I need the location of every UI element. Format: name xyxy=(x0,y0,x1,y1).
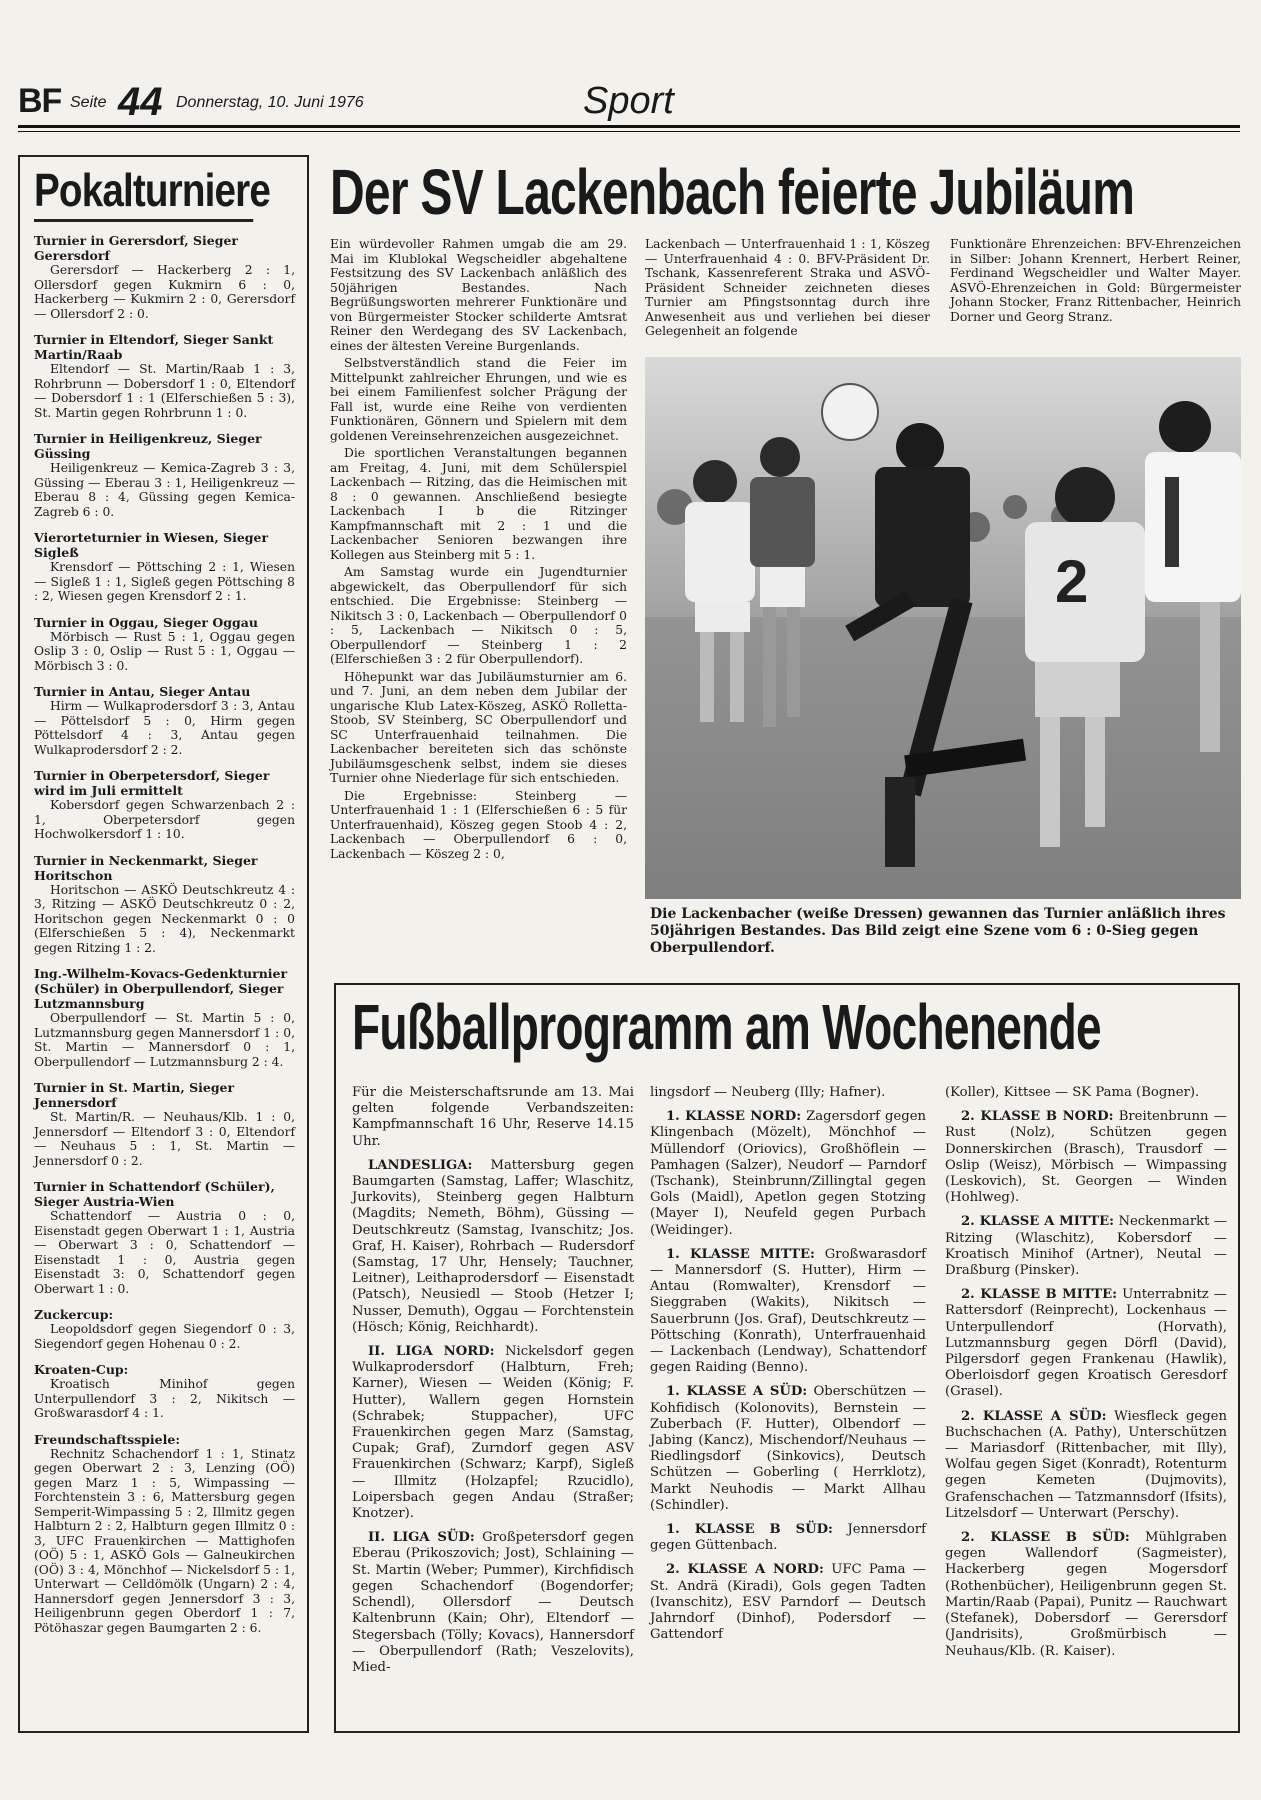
fixture-paragraph xyxy=(352,1158,634,1336)
fixture-text: Für die Meisterschaftsrunde am 13. Mai gelten folgende Verbandszeiten: Kampfmannschaft 16 Uhr, Reserve 14.15 Uhr. xyxy=(352,1085,634,1149)
fixture-paragraph xyxy=(945,1109,1227,1206)
fixture-text: Mühlgraben gegen Wallendorf (Sagmeister), Hackerberg gegen Mogersdorf (Rothenbücher), Heiligenbrunn gegen St. Martin/Raab (Papai), Punitz — Rauchwart (Stefanek), Dobersdorf — Gerersdorf (Jandrisits), Großmürbisch — Neuhaus/Klb. (R. Kaiser). xyxy=(945,1530,1227,1659)
tournament-results: Schattendorf — Austria 0 : 0, Eisenstadt gegen Oberwart 1 : 1, Austria — Oberwart 3 : 0, Schattendorf — Eisenstadt 1 : 0, Austria gegen Eisenstadt 3: 0, Schattendorf gegen Oberwart 1 : 0. xyxy=(34,1209,295,1296)
fixture-paragraph xyxy=(945,1287,1227,1400)
tournament-results: Kroatisch Minihof gegen Unterpullendorf 3 : 2, Nikitsch — Großwarasdorf 4 : 1. xyxy=(34,1377,295,1420)
league-label: 1. KLASSE A SÜD: xyxy=(666,1384,808,1400)
article-paragraph: Am Samstag wurde ein Jugendturnier abgewickelt, das Oberpullendorf für sich entschied. Die Ergebnisse: Steinberg — Nikitsch 3 : 0, Lackenbach — Oberpullendorf 0 : 5, Lackenbach — Nikitsch 0 : 5, Oberpullendorf — Steinberg 1 : 2 (Elferschießen 3 : 2 für Oberpullendorf). xyxy=(330,565,627,666)
pokal-column xyxy=(18,155,309,1733)
article-paragraph: Die Ergebnisse: Steinberg — Unterfrauenhaid 1 : 1 (Elferschießen 6 : 5 für Unterfrauenhaid), Köszeg gegen Stoob 4 : 2, Lackenbach — Oberpullendorf 6 : 0, Lackenbach — Köszeg 2 : 0, xyxy=(330,788,627,861)
fixture-text: Großpetersdorf gegen Eberau (Prikoszovich; Jost), Schlaining — St. Martin (Weber; Pummer), Kirchfidisch gegen Schachendorf (Bogendorfer; Schendl), Ollersdorf — Deutsch Kaltenbrunn (Kain; Ohr), Eltendorf — Stegersbach (Tölly; Kovacs), Hannersdorf — Oberpullendorf (Rath; Veszelovits), Mied- xyxy=(352,1530,634,1675)
fixture-paragraph xyxy=(945,1530,1227,1660)
article-paragraph: Höhepunkt war das Jubiläumsturnier am 6. und 7. Juni, an dem neben dem Jubilar der ungarische Klub Latex-Köszeg, ASKÖ Rolletta-Stoob, SV Steinberg, SC Oberpullendorf und SC Unterfrauenhaid teilnahmen. Die Lackenbacher bereiteten sich das schönste Jubiläumsgeschenk selbst, indem sie dieses Turnier ohne Niederlage für sich entschieden. xyxy=(330,669,627,785)
fixture-text: Oberschützen — Kohfidisch (Kolonovits), Bernstein — Zuberbach (F. Hutter), Olbendorf — Jabing (Kancz), Mischendorf/Neuhaus — Riedlingsdorf (Sinkovics), Deutsch Schützen — Goberling ( Herrklotz), Markt Neuhodis — Markt Allhau (Schindler). xyxy=(650,1384,926,1513)
fixture-text: lingsdorf — Neuberg (Illy; Hafner). xyxy=(650,1085,886,1100)
tournament-results: Horitschon — ASKÖ Deutschkreutz 4 : 3, Ritzing — ASKÖ Deutschkreutz 0 : 2, Horitschon gegen Neckenmarkt 0 : 0 (Elferschießen 5 : 4), Neckenmarkt gegen Ritzing 1 : 2. xyxy=(34,882,295,955)
section-title: Sport xyxy=(583,80,674,122)
pokal-headline: Pokalturniere xyxy=(34,165,253,222)
tournament-heading: Turnier in Schattendorf (Schüler), Sieger Austria-Wien xyxy=(34,1179,275,1209)
fixture-text: Jennersdorf gegen Güttenbach. xyxy=(650,1522,926,1554)
photo-caption: Die Lackenbacher (weiße Dressen) gewannen das Turnier anläßlich ihres 50jährigen Bestandes. Das Bild zeigt eine Szene vom 6 : 0-Sieg gegen Oberpullendorf. xyxy=(650,906,1226,956)
fixture-text: Zagersdorf gegen Klingenbach (Mözelt), Mönchhof — Müllendorf (Oriovics), Großhöflein — Pamhagen (Salzer), Neudorf — Parndorf (Tschank), Steinbrunn/Zillingtal gegen Gols (Maidl), Apetlon gegen Stotzing (Mayer I), Neufeld gegen Purbach (Weidinger). xyxy=(650,1109,927,1238)
league-label: II. LIGA NORD: xyxy=(368,1344,495,1360)
jubilaeum-headline: Der SV Lackenbach feierte Jubiläum xyxy=(330,156,1135,228)
tournament-heading: Turnier in Antau, Sieger Antau xyxy=(34,684,251,699)
article-paragraph: Selbstverständlich stand die Feier im Mittelpunkt zahlreicher Ehrungen, und wie es bei einem Familienfest solcher Prägung der Fall ist, wurde eine Reihe von verdienten Funktionären, Gönnern und Spielern mit dem goldenen Vereinsehrenzeichen ausgezeichnet. xyxy=(330,356,627,443)
fixture-text: Unterrabnitz — Rattersdorf (Reinprecht), Lockenhaus — Unterpullendorf (Horvath), Lutzmannsburg gegen Dörfl (David), Pilgersdorf gegen Frankenau (Hawlik), Oberloisdorf gegen Kroatisch Geresdorf (Grasel). xyxy=(945,1287,1227,1400)
fixture-text: Breitenbrunn — Rust (Nolz), Schützen gegen Donnerskirchen (Brasch), Trausdorf — Oslip (Weisz), Mörbisch — Wimpassing (Leskovich), St. Georgen — Winden (Hohlweg). xyxy=(945,1109,1227,1206)
league-label: LANDESLIGA: xyxy=(368,1157,473,1173)
fixture-paragraph xyxy=(945,1214,1227,1279)
fixture-paragraph xyxy=(352,1344,634,1522)
fixture-paragraph xyxy=(650,1562,926,1643)
jubilaeum-col1 xyxy=(330,237,627,864)
programm-headline: Fußballprogramm am Wochenende xyxy=(352,991,1101,1063)
jubilaeum-col3 xyxy=(950,237,1241,327)
article-paragraph: Ein würdevoller Rahmen umgab die am 29. Mai im Klublokal Wegscheidler abgehaltene Festsitzung des SV Lackenbach anläßlich des 50jährigen Bestandes. Nach Begrüßungsworten mehrerer Funktionäre und von Bürgermeister Stocker schilderte Amtsrat Reiner den Werdegang des SV Lackenbach, eines der ältesten Vereine Burgenlands. xyxy=(330,237,627,353)
league-label: II. LIGA SÜD: xyxy=(368,1530,475,1546)
jubilaeum-col2 xyxy=(645,237,930,342)
tournament-heading: Kroaten-Cup: xyxy=(34,1362,129,1377)
tournament-heading: Ing.-Wilhelm-Kovacs-Gedenkturnier (Schüler) in Oberpullendorf, Sieger Lutzmannsburg xyxy=(34,966,288,1011)
fixture-text: (Koller), Kittsee — SK Pama (Bogner). xyxy=(945,1085,1200,1100)
photo-figure xyxy=(645,357,1241,899)
fixture-paragraph xyxy=(650,1109,926,1239)
tournament-results: Gerersdorf — Hackerberg 2 : 1, Ollersdorf gegen Kukmirn 6 : 0, Hackerberg — Kukmirn 2 : 0, Gerersdorf — Ollersdorf 2 : 0. xyxy=(34,263,295,321)
fixture-text: Neckenmarkt — Ritzing (Wlaschitz), Kobersdorf — Kroatisch Minihof (Artner), Neutal — Draßburg (Pinsker). xyxy=(945,1214,1228,1279)
tournament-results: Oberpullendorf — St. Martin 5 : 0, Lutzmannsburg gegen Mannersdorf 1 : 0, St. Martin — Mannersdorf 0 : 1, Oberpullendorf — Lutzmannsburg 2 : 4. xyxy=(34,1011,295,1069)
header-rule xyxy=(18,125,1240,128)
masthead xyxy=(18,80,1240,126)
tournament-heading: Zuckercup: xyxy=(34,1307,114,1322)
league-label: 2. KLASSE B NORD: xyxy=(961,1109,1114,1125)
league-label: 1. KLASSE MITTE: xyxy=(666,1246,815,1262)
fixture-paragraph xyxy=(650,1522,926,1554)
page-label: Seite xyxy=(70,94,107,111)
fixture-text: Wiesfleck gegen Buchschachen (A. Pathy), Unterschützen — Mariasdorf (Rittenbacher, mit Illy), Wolfau gegen Siget (Konradt), Rotenturm gegen Kemeten (Dujmovits), Grafenschachen — Tatzmannsdorf (Ifsits), Litzelsdorf — Unterwart (Perschy). xyxy=(945,1408,1227,1521)
tournament-heading: Turnier in St. Martin, Sieger Jennersdorf xyxy=(34,1080,235,1110)
fixture-paragraph xyxy=(650,1247,926,1377)
programm-col1 xyxy=(352,1085,634,1684)
tournament-heading: Turnier in Oberpetersdorf, Sieger wird im Juli ermittelt xyxy=(34,768,270,798)
tournament-results: Krensdorf — Pöttsching 2 : 1, Wiesen — Sigleß 1 : 1, Sigleß gegen Pöttsching 8 : 2, Wiesen gegen Krensdorf 2 : 1. xyxy=(34,560,295,603)
programm-col3 xyxy=(945,1085,1227,1668)
league-label: 2. KLASSE A NORD: xyxy=(666,1562,824,1578)
league-label: 2. KLASSE A SÜD: xyxy=(961,1408,1107,1424)
tournament-results: Hirm — Wulkaprodersdorf 3 : 3, Antau — Pöttelsdorf 5 : 0, Hirm gegen Pöttelsdorf 4 : 3, Antau gegen Wulkaprodersdorf 2 : 2. xyxy=(34,699,295,757)
league-label: 2. KLASSE B SÜD: xyxy=(961,1530,1130,1546)
match-photo xyxy=(645,357,1241,899)
fixture-text: Mattersburg gegen Baumgarten (Samstag, Laffer; Wlaschitz, Jurkovits), Steinberg gegen Halbturn (Magdits; Nemeth, Böhm), Güssing — Deutschkreutz (Samstag, Ivanschitz; Jos. Graf, H. Kaiser), Rohrbach — Rudersdorf (Samstag, 17 Uhr, Hensely; Tauchner, Leitner), Leithaprodersdorf — Eisenstadt (Patsch), Neusiedl — Stoob (Hetzer I; Nusser, Demuth), Oggau — Forchtenstein (Hösch; König, Reichhardt). xyxy=(352,1157,634,1335)
league-label: 2. KLASSE A MITTE: xyxy=(961,1214,1115,1230)
fixture-text: UFC Pama — St. Andrä (Kiradi), Gols gegen Tadten (Ivanschitz), ESV Parndorf — Deutsch Jahrndorf (Dinhof), Podersdorf — Gattendorf xyxy=(650,1562,926,1643)
tournament-heading: Turnier in Eltendorf, Sieger Sankt Martin/Raab xyxy=(34,332,274,362)
fixture-paragraph xyxy=(352,1085,634,1150)
pokal-list xyxy=(34,233,295,1635)
fixture-text: Nickelsdorf gegen Wulkaprodersdorf (Halbturn, Freh; Karner), Wiesen — Weiden (König; F. Hutter), Wallern gegen Hornstein (Schrabek; Stuppacher), UFC Frauenkirchen gegen Marz (Samstag, Cupak; Graf), Zurndorf gegen ASV Frauenkirchen (Schwarz; Karpf), Sigleß — Illmitz (Holzapfel; Rzucidlo), Loipersbach gegen Andau (Straßer; Knotzer). xyxy=(352,1344,634,1522)
tournament-heading: Freundschaftsspiele: xyxy=(34,1431,180,1447)
programm-col2 xyxy=(650,1085,926,1652)
tournament-results: St. Martin/R. — Neuhaus/Klb. 1 : 0, Jennersdorf — Eltendorf 3 : 0, Eltendorf — Neuhaus 5 : 1, St. Martin — Jennersdorf 0 : 2. xyxy=(34,1110,295,1168)
fixture-paragraph xyxy=(352,1530,634,1676)
tournament-results: Mörbisch — Rust 5 : 1, Oggau gegen Oslip 3 : 0, Oslip — Rust 5 : 1, Oggau — Mörbisch 3 : 0. xyxy=(34,629,295,673)
jubilaeum-col3-text: Funktionäre Ehrenzeichen: BFV-Ehrenzeichen in Silber: Johann Krennert, Herbert Reiner, Ferdinand Wegscheidler und Walter Mayer. ASVÖ-Ehrenzeichen in Gold: Bürgermeister Johann Stocker, Franz Rittenbacher, Heinrich Dorner und Georg Stranz. xyxy=(950,237,1241,324)
fixture-paragraph xyxy=(650,1085,926,1101)
svg-text:2: 2 xyxy=(1055,548,1089,615)
tournament-results: Rechnitz Schachendorf 1 : 1, Stinatz gegen Oberwart 2 : 3, Lenzing (OÖ) gegen Marz 1 : 5, Wimpassing — Forchtenstein 3 : 6, Mattersburg gegen Semperit-Wimpassing 5 : 2, Illmitz gegen Halbturn 2 : 2, Halbturn gegen Illmitz 0 : 3, UFC Frauenkirchen — Mattighofen (OÖ) 5 : 1, ASKÖ Gols — Galneukirchen (OÖ) 3 : 4, Mönchhof — Nickelsdorf 5 : 1, Unterwart — Celldömölk (Ungarn) 2 : 4, Hannersdorf gegen Jennersdorf 3 : 3, Heiligenbrunn gegen Oberdorf 1 : 7, Pötöhaszar gegen Baumgarten 2 : 6. xyxy=(34,1446,295,1635)
tournament-heading: Turnier in Neckenmarkt, Sieger Horitschon xyxy=(34,852,258,883)
league-label: 1. KLASSE B SÜD: xyxy=(666,1522,833,1538)
tournament-heading: Turnier in Oggau, Sieger Oggau xyxy=(34,614,258,630)
fixture-paragraph xyxy=(945,1085,1227,1101)
newspaper-logo: BF xyxy=(18,82,62,120)
league-label: 1. KLASSE NORD: xyxy=(666,1109,802,1125)
header-rule-thin xyxy=(18,131,1240,132)
issue-date: Donnerstag, 10. Juni 1976 xyxy=(176,94,364,111)
tournament-results: Kobersdorf gegen Schwarzenbach 2 : 1, Oberpetersdorf gegen Hochwolkersdorf 1 : 10. xyxy=(34,798,295,841)
tournament-heading: Turnier in Gerersdorf, Sieger Gerersdorf xyxy=(34,233,239,263)
fixture-paragraph xyxy=(945,1409,1227,1522)
tournament-results: Heiligenkreuz — Kemica-Zagreb 3 : 3, Güssing — Eberau 3 : 1, Heiligenkreuz — Eberau 8 : 4, Güssing gegen Kemica-Zagreb 6 : 0. xyxy=(34,461,295,519)
tournament-heading: Turnier in Heiligenkreuz, Sieger Güssing xyxy=(34,431,262,461)
article-paragraph: Die sportlichen Veranstaltungen begannen am Freitag, 4. Juni, mit dem Schülerspiel Lackenbach — Ritzing, das die Heimischen mit 8 : 0 gewannen. Anschließend besiegte Lackenbach I b die Ritzinger Kampfmannschaft mit 2 : 1 und die Lackenbacher Senioren bezwangen ihre Kollegen aus Steinberg mit 5 : 1. xyxy=(330,446,627,562)
tournament-results: Leopoldsdorf gegen Siegendorf 0 : 3, Siegendorf gegen Hohenau 0 : 2. xyxy=(34,1322,295,1351)
tournament-results: Eltendorf — St. Martin/Raab 1 : 3, Rohrbrunn — Dobersdorf 1 : 0, Eltendorf — Dobersdorf 1 : 1 (Elferschießen 5 : 3), St. Martin gegen Rohrbrunn 1 : 0. xyxy=(34,362,295,420)
page-number: 44 xyxy=(118,80,163,124)
league-label: 2. KLASSE B MITTE: xyxy=(961,1287,1118,1303)
fixture-text: Großwarasdorf — Mannersdorf (S. Hutter), Hirm — Antau (Romwalter), Krensdorf — Sieggraben (Wakits), Nikitsch — Sauerbrunn (Jos. Graf), Deutschkreutz — Pöttsching (Konrath), Unterfrauenhaid — Lackenbach (Lendway), Schattendorf gegen Raiding (Benno). xyxy=(650,1246,926,1376)
tournament-heading: Vierorteturnier in Wiesen, Sieger Sigleß xyxy=(34,530,269,560)
fixture-paragraph xyxy=(650,1384,926,1514)
jubilaeum-col2-text: Lackenbach — Unterfrauenhaid 1 : 1, Köszeg — Unterfrauenhaid 4 : 0. BFV-Präsident Dr. Tschank, Kassenreferent Straka und ASVÖ-Präsident Schneider zeichneten dieses Turnier am Pfingstsonntag durch ihre Anwesenheit aus und verliehen bei dieser Gelegenheit an folgende xyxy=(645,237,930,338)
